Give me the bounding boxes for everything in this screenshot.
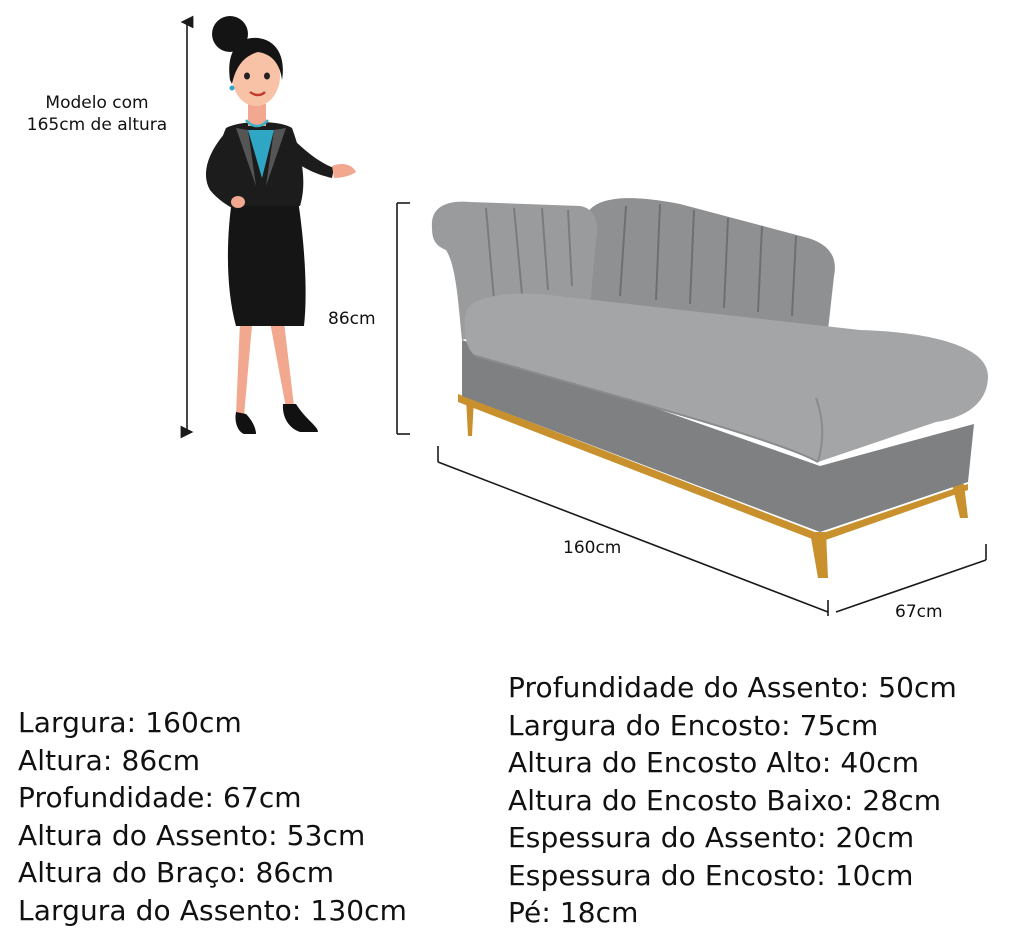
model-caption-line2: 165cm de altura bbox=[26, 115, 168, 135]
woman-model-illustration bbox=[206, 16, 356, 434]
spec-item: Profundidade do Assento: 50cm bbox=[508, 671, 957, 704]
spec-item: Altura do Braço: 86cm bbox=[18, 856, 335, 889]
width-dimension-label: 160cm bbox=[563, 538, 622, 558]
spec-item: Largura: 160cm bbox=[18, 706, 242, 739]
spec-item: Espessura do Assento: 20cm bbox=[508, 821, 915, 854]
model-height-caption bbox=[12, 92, 182, 136]
spec-item: Altura do Encosto Alto: 40cm bbox=[508, 746, 920, 779]
depth-dimension-label: 67cm bbox=[895, 602, 943, 622]
specs-list-right bbox=[508, 669, 957, 932]
chaise-lounge-illustration bbox=[432, 198, 988, 578]
spec-item: Largura do Encosto: 75cm bbox=[508, 708, 879, 742]
spec-item: Espessura do Encosto: 10cm bbox=[508, 858, 914, 892]
spec-item: Altura do Encosto Baixo: 28cm bbox=[508, 783, 942, 817]
chaise-height-bracket bbox=[397, 203, 410, 434]
height-dimension-label: 86cm bbox=[328, 309, 376, 329]
spec-item: Pé: 18cm bbox=[508, 896, 639, 929]
model-caption-line1: Modelo com bbox=[45, 93, 149, 113]
spec-item: Largura do Assento: 130cm bbox=[18, 893, 408, 927]
spec-item: Altura: 86cm bbox=[18, 743, 201, 777]
spec-item: Altura do Assento: 53cm bbox=[18, 818, 366, 852]
specs-list-left bbox=[18, 704, 407, 929]
spec-item: Profundidade: 67cm bbox=[18, 781, 302, 814]
